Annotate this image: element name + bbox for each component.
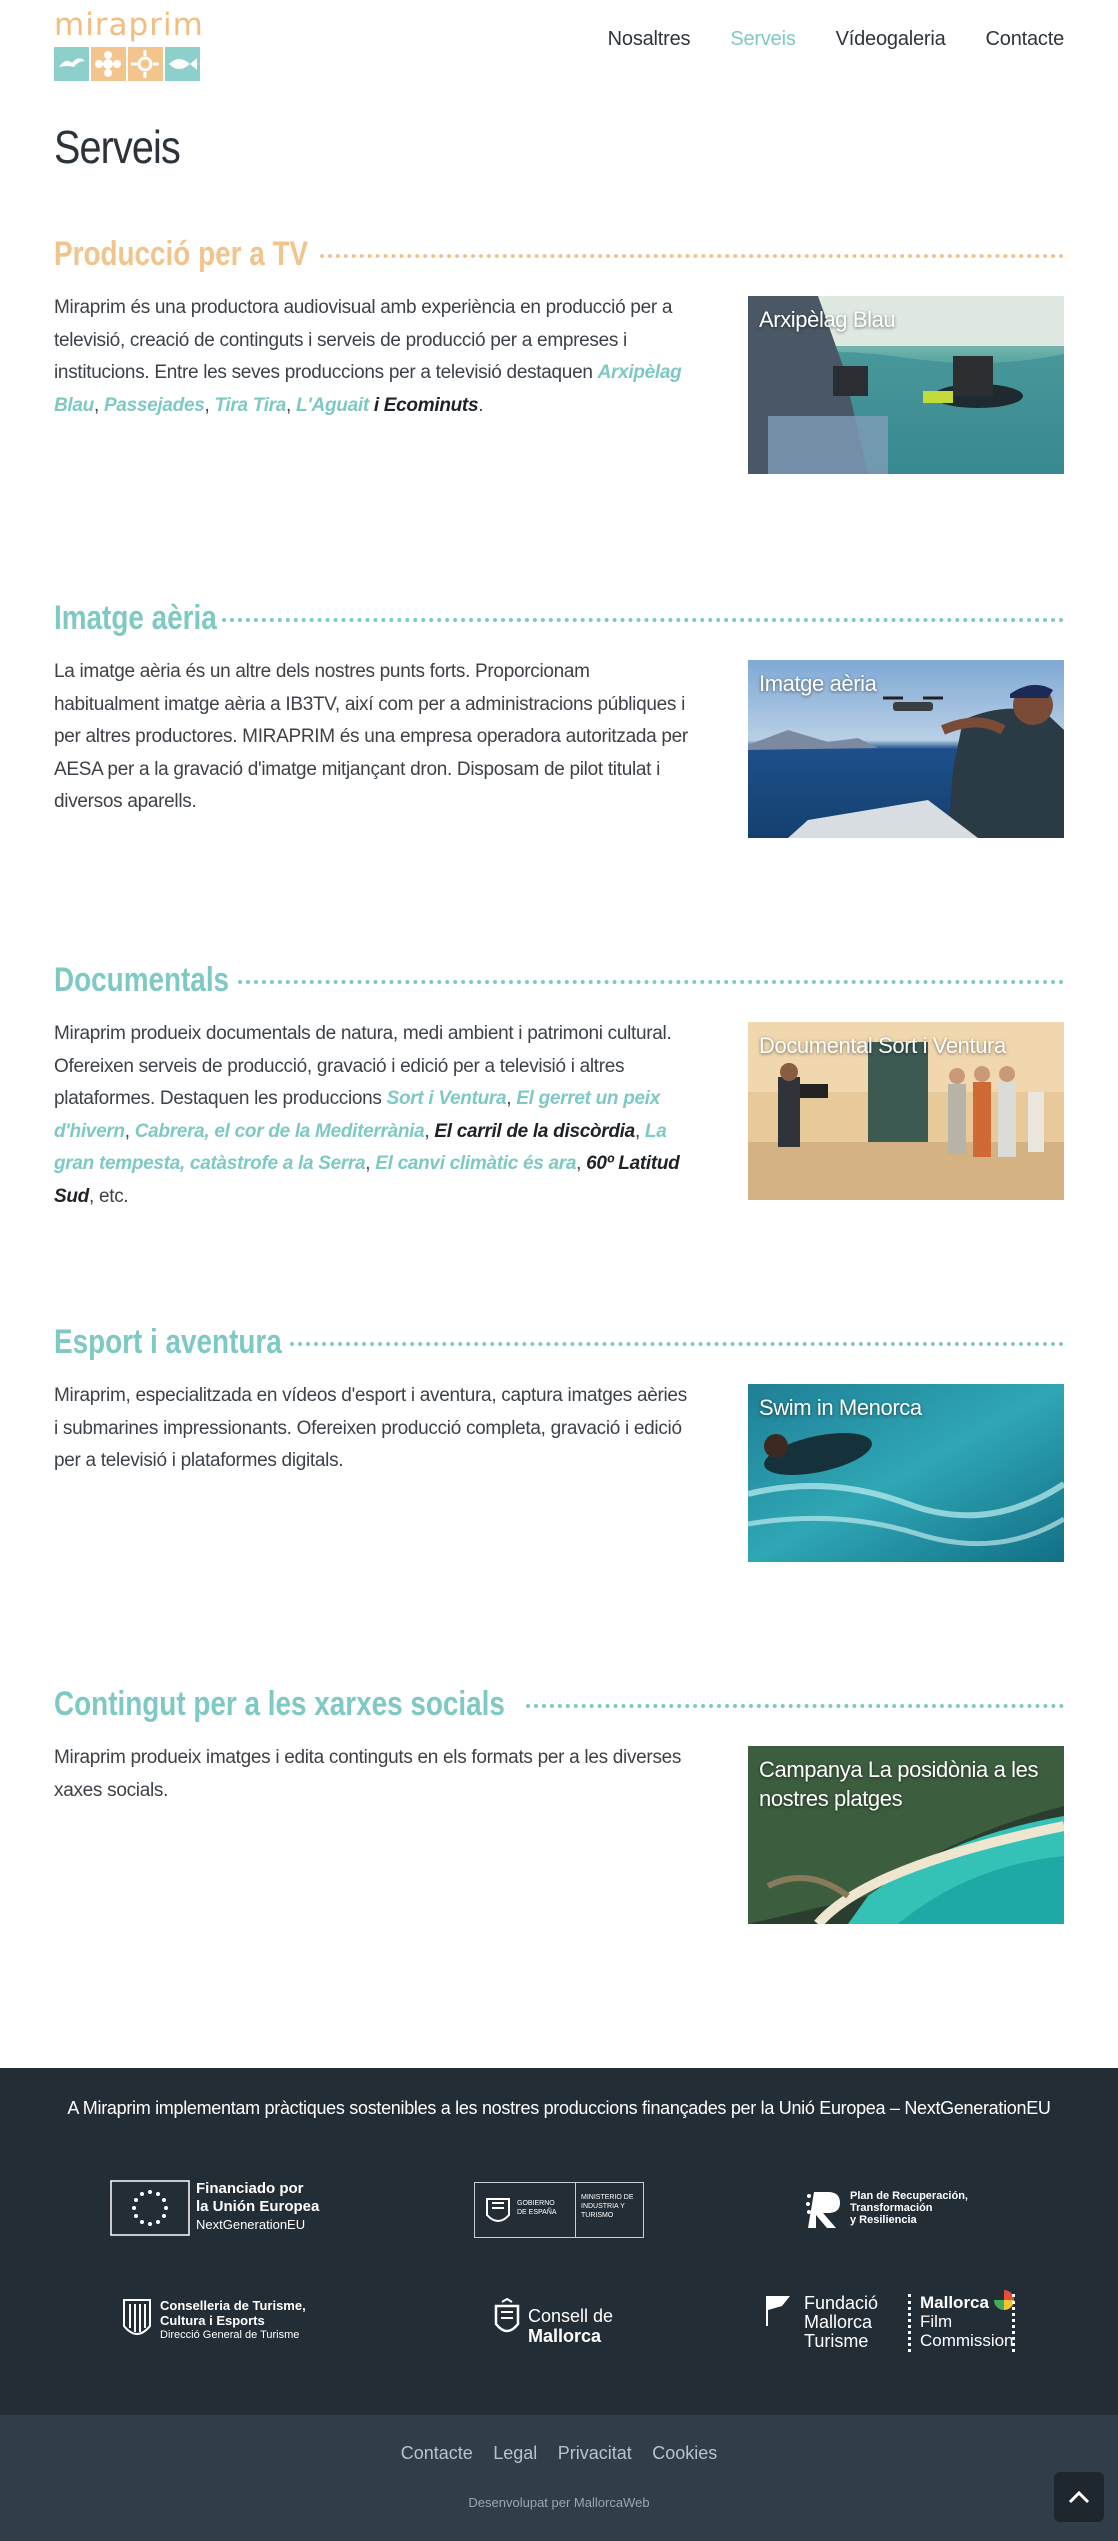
emphasized-title: i Ecominuts [368, 394, 479, 416]
chevron-up-icon [1068, 2490, 1090, 2504]
image-caption: Arxipèlag Blau [759, 307, 896, 332]
eu-text-3: NextGenerationEU [196, 2217, 306, 2232]
image-drone-pilot[interactable] [748, 660, 1064, 838]
nav-contacte[interactable]: Contacte [985, 28, 1064, 50]
sun-icon [128, 47, 163, 81]
highlighted-title-link[interactable]: Passejades [103, 394, 205, 416]
funding-note: A Miraprim implementam pràctiques sostenibles a les nostres produccions finançades per la Unió Europea – NextGenerationEU [67, 2098, 1051, 2118]
emphasized-title: 60º Latitud Sud [54, 1153, 680, 1207]
section-produccio-tv [54, 232, 1064, 416]
highlighted-title-link[interactable]: L'Aguait [296, 394, 369, 416]
text-fragment: , [124, 1120, 135, 1142]
section-header [54, 596, 1064, 640]
section-text [54, 1380, 694, 1478]
fish-icon [165, 47, 200, 81]
text-fragment: , [424, 1120, 435, 1142]
film-commission-logo[interactable] [908, 2294, 1028, 2356]
image-caption: Imatge aèria [759, 671, 877, 696]
section-text [54, 292, 694, 422]
text-fragment: , [204, 394, 215, 416]
nav-serveis[interactable]: Serveis [730, 28, 796, 50]
conselleria-logo[interactable] [120, 2296, 340, 2346]
prtr-text-2: Transformación [850, 2202, 933, 2214]
film-strip-right [1012, 2294, 1018, 2352]
prtr-text-3: y Resiliencia [850, 2214, 917, 2226]
section-text [54, 1018, 694, 1213]
gov-text-right: MINISTERIO DE INDUSTRIA Y TURISMO [581, 2194, 634, 2219]
gov-divider [575, 2183, 576, 2237]
section-title: Documentals [54, 960, 230, 999]
consell-mallorca-logo[interactable] [490, 2298, 640, 2348]
text-fragment: Miraprim, especialitzada en vídeos d'esport i aventura, captura imatges aèries i submarines impressionants. Ofereixen producció completa, gravació i edició per a televisió i plataformes digitals. [54, 1385, 687, 1471]
highlighted-title-link[interactable]: El gerret un peix d'hivern [54, 1088, 661, 1142]
back-to-top-button[interactable] [1054, 2472, 1104, 2522]
site-header [0, 0, 1118, 88]
text-fragment: La imatge aèria és un altre dels nostres punts forts. Proporcionam habitualment imatge aèria a IB3TV, així com per a administracions públiques i per altres productores. MIRAPRIM és una empresa operadora autoritzada per AESA per a la gravació d'imatge mitjançant dron. Disposam de pilot titulat i diversos aparells. [54, 661, 688, 812]
highlighted-title-link[interactable]: La gran tempesta, catàstrofe a la Serra [54, 1120, 667, 1174]
text-fragment: Miraprim produeix imatges i edita continguts en els formats per a les diverses xaxes socials. [54, 1747, 682, 1801]
page-title: Serveis [54, 121, 180, 173]
bottom-footer [0, 2415, 1118, 2541]
image-caption: Documental Sort i Ventura [759, 1033, 1006, 1058]
gobierno-logo[interactable] [474, 2182, 644, 2238]
text-fragment: , [286, 394, 297, 416]
text-fragment: , [634, 1120, 645, 1142]
consell-text-2: Mallorca [528, 2326, 602, 2346]
film-text-1: Mallorca [920, 2293, 989, 2312]
nav-videogaleria[interactable]: Vídeogaleria [835, 28, 946, 50]
text-fragment: , [506, 1088, 517, 1109]
gov-text-left: GOBIERNO DE ESPAÑA [517, 2200, 557, 2216]
eu-flag-icon [110, 2180, 190, 2236]
fundacio-text-2: Mallorca [804, 2312, 873, 2332]
highlighted-title-link[interactable]: Arxipèlag Blau [54, 362, 682, 416]
image-caption: Swim in Menorca [759, 1395, 922, 1420]
section-documentals [54, 958, 1064, 1207]
section-title: Producció per a TV [54, 234, 309, 273]
fundacio-mallorca-logo[interactable] [764, 2294, 894, 2354]
film-text-3: Commission [920, 2331, 1014, 2350]
consell-text-1: Consell de [528, 2306, 614, 2326]
spain-coat-of-arms-icon [481, 2193, 515, 2229]
conselleria-text-2: Cultura i Esports [160, 2313, 265, 2328]
film-color-wheel-icon [994, 2290, 1014, 2310]
film-strip-left [908, 2294, 914, 2352]
funding-footer [0, 2068, 1118, 2415]
developer-credit[interactable]: Desenvolupat per MallorcaWeb [468, 2495, 650, 2510]
section-title: Contingut per a les xarxes socials [54, 1684, 505, 1723]
fundacio-text-3: Turisme [804, 2331, 869, 2351]
miraprim-logo[interactable] [54, 7, 204, 82]
nav-nosaltres[interactable]: Nosaltres [607, 28, 691, 50]
section-title: Esport i aventura [54, 1322, 282, 1361]
highlighted-title-link[interactable]: Tira Tira [214, 394, 287, 416]
highlighted-title-link[interactable]: Sort i Ventura [386, 1088, 507, 1109]
section-header [54, 1682, 1064, 1726]
text-fragment: , [93, 394, 104, 416]
logo-tiles [54, 47, 200, 81]
section-xarxes-socials [54, 1682, 1064, 1811]
flower-icon [91, 47, 126, 81]
footer-links [0, 2443, 1118, 2464]
section-imatge-aeria [54, 596, 1064, 812]
footer-link-privacitat[interactable]: Privacitat [557, 2443, 632, 2463]
main-nav [608, 28, 1064, 51]
bird-icon [54, 47, 89, 81]
footer-link-contacte[interactable]: Contacte [400, 2443, 473, 2463]
image-swim-menorca[interactable] [748, 1384, 1064, 1562]
section-title: Imatge aèria [54, 598, 217, 637]
section-header [54, 232, 1064, 276]
logo-wordmark: miraprim [54, 7, 204, 43]
conselleria-text-1: Conselleria de Turisme, [160, 2298, 306, 2313]
dotted-divider [526, 1704, 1064, 1708]
text-fragment: . [478, 394, 484, 416]
image-arxipelag-blau[interactable] [748, 296, 1064, 474]
eu-text-1: Financiado por [196, 2180, 304, 2197]
highlighted-title-link[interactable]: Cabrera, el cor de la Mediterrània [134, 1120, 425, 1142]
image-caption: Campanya La posidònia a les nostres platges [759, 1757, 1039, 1811]
fundacio-text-1: Fundació [804, 2293, 879, 2313]
image-posidonia-campaign[interactable] [748, 1746, 1064, 1924]
balearic-coat-of-arms-icon [120, 2298, 154, 2342]
text-fragment: Miraprim produeix documentals de natura, medi ambient i patrimoni cultural. Ofereixen serveis de producció, gravació i edició per a televisió i altres plataformes. Destaquen les produccions [54, 1023, 672, 1109]
eu-funding-logo[interactable] [110, 2180, 340, 2236]
section-header [54, 958, 1064, 1002]
image-documental-sort-ventura[interactable] [748, 1022, 1064, 1200]
dotted-divider [222, 618, 1064, 622]
consell-crest-icon [490, 2298, 524, 2344]
emphasized-title: El carril de la discòrdia [434, 1120, 635, 1142]
text-fragment: , [365, 1153, 376, 1174]
footer-link-legal[interactable]: Legal [493, 2443, 538, 2463]
conselleria-text-3: Direcció General de Turisme [160, 2329, 300, 2341]
prtr-r-icon [804, 2186, 846, 2230]
section-esport-aventura [54, 1320, 1064, 1471]
text-fragment: Miraprim és una productora audiovisual amb experiència en producció per a televisió, creació de continguts i serveis de producció per a empreses i institucions. Entre les seves produccions per a televisió destaquen [54, 297, 673, 383]
dotted-divider [320, 254, 1064, 258]
footer-link-cookies[interactable]: Cookies [652, 2443, 718, 2463]
section-header [54, 1320, 1064, 1364]
text-fragment: , etc. [89, 1185, 129, 1207]
film-text-2: Film [920, 2312, 953, 2331]
dotted-divider [238, 980, 1065, 984]
dotted-divider [290, 1342, 1064, 1346]
eu-text-2: la Unión Europea [196, 2198, 320, 2215]
prtr-logo[interactable] [804, 2186, 994, 2230]
section-text [54, 656, 694, 819]
prtr-text-1: Plan de Recuperación, [850, 2190, 968, 2202]
text-fragment: , [576, 1153, 587, 1174]
section-text [54, 1742, 694, 1807]
highlighted-title-link[interactable]: El canvi climàtic és ara [375, 1153, 577, 1174]
fundacio-flag-icon [764, 2294, 794, 2328]
